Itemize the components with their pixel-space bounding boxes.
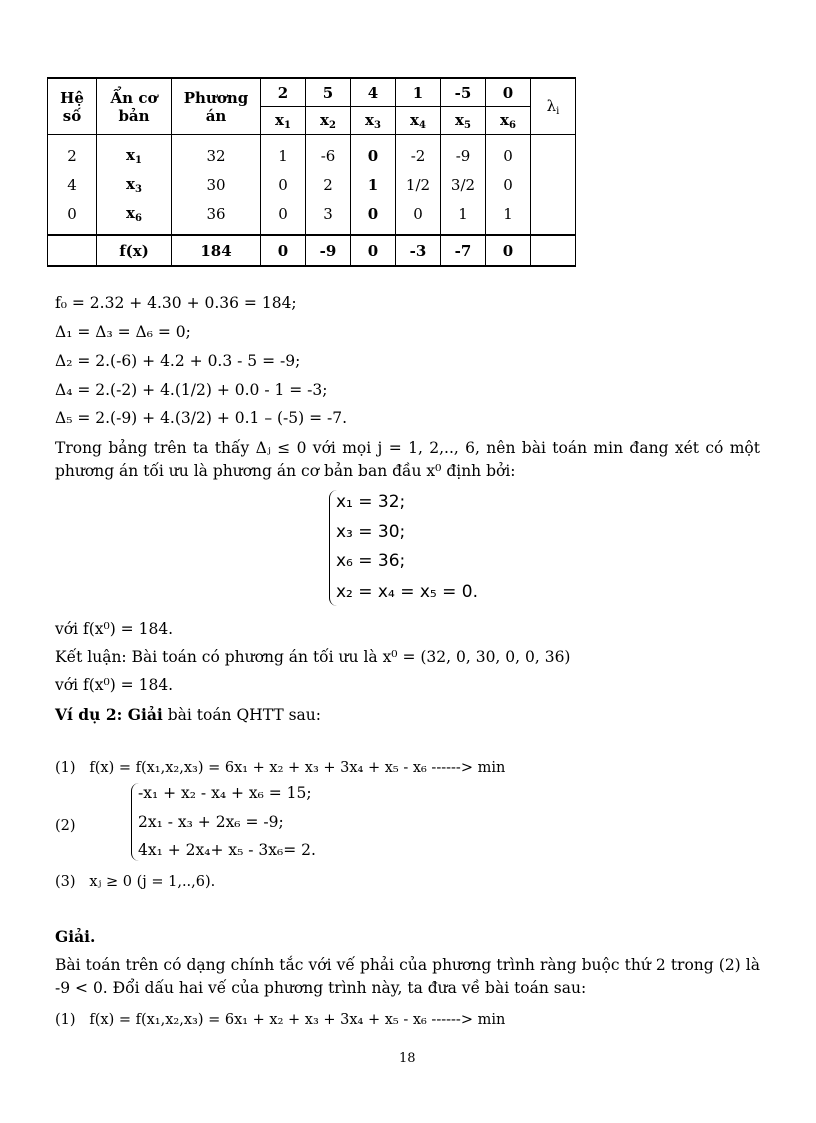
cell: 1	[261, 135, 306, 171]
table-row	[48, 199, 576, 235]
table-footer-row	[48, 235, 576, 266]
cell: f(x)	[97, 235, 172, 266]
cell: 36	[172, 199, 261, 235]
cell: $x_6$	[97, 199, 172, 235]
calc-delta-zero: Δ₁ = Δ₃ = Δ₆ = 0;	[55, 323, 191, 341]
example-heading: Ví dụ 2: Giải bài toán QHTT sau:	[55, 705, 321, 724]
header-phuong-an: Phương án	[172, 78, 261, 135]
header-var: $x_1$	[261, 107, 306, 135]
with-f-2: với f(x⁰) = 184.	[55, 676, 174, 694]
cell	[531, 199, 576, 235]
page-number: 18	[399, 1051, 416, 1066]
constraint-line: 2x₁ - x₃ + 2x₆ = -9;	[138, 813, 284, 831]
header-var: $x_4$	[396, 107, 441, 135]
solution-heading: Giải.	[55, 927, 96, 946]
cell	[531, 235, 576, 266]
cell: 0	[351, 235, 396, 266]
cell: 2	[48, 135, 97, 171]
cell: 0	[261, 235, 306, 266]
cell: 1	[441, 199, 486, 235]
conclusion: Kết luận: Bài toán có phương án tối ưu là x⁰ = (32, 0, 30, 0, 0, 36)	[55, 648, 571, 666]
constraint-line: -x₁ + x₂ - x₄ + x₆ = 15;	[138, 784, 312, 802]
header-coef: 4	[351, 78, 396, 107]
cell: 3	[306, 199, 351, 235]
cell: 1/2	[396, 170, 441, 199]
objective-line: (1) f(x) = f(x₁,x₂,x₃) = 6x₁ + x₂ + x₃ + 3x₄ + x₅ - x₆ ------> min	[55, 760, 506, 776]
header-var: $x_2$	[306, 107, 351, 135]
cell: 32	[172, 135, 261, 171]
cell: 3/2	[441, 170, 486, 199]
cell: 0	[486, 135, 531, 171]
with-f-1: với f(x⁰) = 184.	[55, 620, 174, 638]
cell: 2	[306, 170, 351, 199]
table-row	[48, 170, 576, 199]
header-var: $x_3$	[351, 107, 396, 135]
header-var: $x_6$	[486, 107, 531, 135]
calc-delta4: Δ₄ = 2.(-2) + 4.(1/2) + 0.0 - 1 = -3;	[55, 381, 328, 399]
cell: 0	[351, 199, 396, 235]
cell: 0	[486, 235, 531, 266]
table-row	[48, 135, 576, 171]
header-an-co-ban: Ẩn cơ bản	[97, 78, 172, 135]
simplex-table	[47, 77, 576, 267]
cell: 0	[48, 199, 97, 235]
header-lambda: $\lambda_i$	[531, 78, 576, 135]
system-line: x₁ = 32;	[336, 492, 406, 512]
cell: 0	[261, 199, 306, 235]
cell: 0	[486, 170, 531, 199]
cell: -6	[306, 135, 351, 171]
cell: $x_3$	[97, 170, 172, 199]
cell: 30	[172, 170, 261, 199]
calc-delta2: Δ₂ = 2.(-6) + 4.2 + 0.3 - 5 = -9;	[55, 352, 301, 370]
cell: $x_1$	[97, 135, 172, 171]
cell: 1	[351, 170, 396, 199]
nonneg-line: (3) xⱼ ≥ 0 (j = 1,..,6).	[55, 874, 216, 890]
system-line: x₃ = 30;	[336, 522, 406, 542]
cell	[531, 135, 576, 171]
cell: 1	[486, 199, 531, 235]
paragraph-transform: Bài toán trên có dạng chính tắc với vế phải của phương trình ràng buộc thứ 2 trong (2) là -9 < 0. Đổi dấu hai vế của phương trình này, ta đưa về bài toán sau:	[55, 956, 760, 997]
header-coef: 2	[261, 78, 306, 107]
header-coef: -5	[441, 78, 486, 107]
header-coef: 1	[396, 78, 441, 107]
cell: 0	[351, 135, 396, 171]
objective-line-2: (1) f(x) = f(x₁,x₂,x₃) = 6x₁ + x₂ + x₃ + 3x₄ + x₅ - x₆ ------> min	[55, 1012, 506, 1028]
cell: -3	[396, 235, 441, 266]
cell: -7	[441, 235, 486, 266]
header-coef: 5	[306, 78, 351, 107]
cell	[48, 235, 97, 266]
cell: -9	[441, 135, 486, 171]
header-he-so: Hệ số	[48, 78, 97, 135]
header-var: $x_5$	[441, 107, 486, 135]
system-line: x₆ = 36;	[336, 551, 406, 571]
constraint-label: (2)	[55, 818, 76, 834]
cell: 184	[172, 235, 261, 266]
calc-f0: f₀ = 2.32 + 4.30 + 0.36 = 184;	[55, 294, 297, 312]
cell: 4	[48, 170, 97, 199]
paragraph-optimal: Trong bảng trên ta thấy Δⱼ ≤ 0 với mọi j = 1, 2,.., 6, nên bài toán min đang xét có một phương án tối ưu là phương án cơ bản ban đầu x⁰ định bởi:	[55, 439, 760, 480]
cell: -2	[396, 135, 441, 171]
system-line: x₂ = x₄ = x₅ = 0.	[336, 582, 479, 602]
cell: 0	[396, 199, 441, 235]
calc-delta5: Δ₅ = 2.(-9) + 4.(3/2) + 0.1 – (-5) = -7.	[55, 409, 348, 427]
header-coef: 0	[486, 78, 531, 107]
cell: 0	[261, 170, 306, 199]
cell: -9	[306, 235, 351, 266]
cell	[531, 170, 576, 199]
constraint-line: 4x₁ + 2x₄+ x₅ - 3x₆= 2.	[138, 841, 316, 859]
